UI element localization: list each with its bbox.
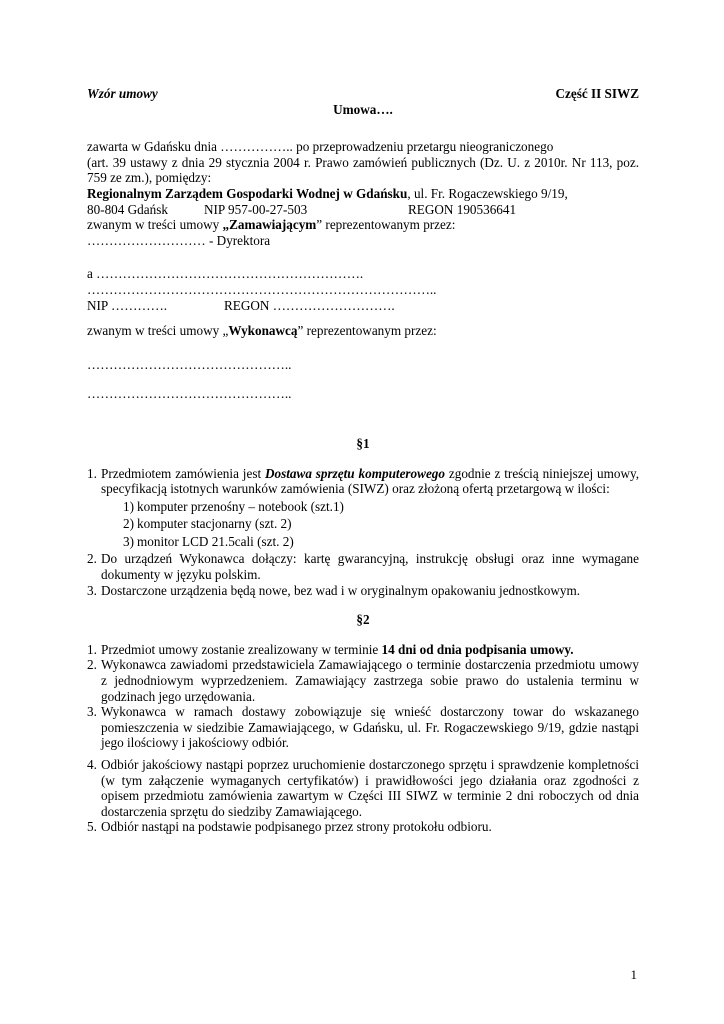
list-item: 3. Dostarczone urządzenia będą nowe, bez wad i w oryginalnym opakowaniu jednostkowym. [87,582,580,598]
legal-basis: (art. 39 ustawy z dnia 29 stycznia 2004 r. Prawo zamówień publicznych (Dz. U. z 2010r. Nr 113, poz. 759 ze zm.), pomiędzy: [87,154,639,186]
quantity-list [101,499,639,550]
list-item: 2. Do urządzeń Wykonawca dołączy: kartę gwarancyjną, instrukcję obsługi oraz inne wymagane dokumenty w języku polskim. [87,551,639,583]
contractor-name-line: a ……………………………………………………. [87,266,364,282]
list-item: 1. Przedmiotem zamówienia jest Dostawa sprzętu komputerowego zgodnie z treścią niniejszej umowy, specyfikacją istotnych warunków zamówienia (SIWZ) oraz złożoną ofertą przetargową w ilości: 1) komputer przenośny – notebook (szt.1) 2) komputer stacjonarny (szt. 2) 3) monitor LCD 21.5cali (szt. 2) [87,465,639,549]
section-2-heading: §2 [356,612,370,628]
contractor-rep-1: ……………………………………….. [87,356,292,372]
list-item: 5. Odbiór nastąpi na podstawie podpisanego przez strony protokołu odbioru. [87,819,492,835]
contract-title: Umowa…. [333,101,393,117]
contractor-role: zwanym w treści umowy „Wykonawcą” reprezentowanym przez: [87,323,437,339]
list-item: 2. Wykonawca zawiadomi przedstawiciela Zamawiającego o terminie dostarczenia przedmiotu umowy z jednodniowym wyprzedzeniem. Zamawiający zastrzega sobie prawo do ustalenia terminu w godzinach jego urzędowania. [87,657,639,704]
section-1-heading: §1 [356,435,370,451]
section-2-list [87,642,639,835]
doc-part-label: Część II SIWZ [555,86,639,101]
list-item: 3) monitor LCD 21.5cali (szt. 2) [123,533,294,549]
client-name: Regionalnym Zarządem Gospodarki Wodnej w Gdańsku, ul. Fr. Rogaczewskiego 9/19, [87,185,568,201]
client-director: ……………………… - Dyrektora [87,232,271,248]
list-item: 1) komputer przenośny – notebook (szt.1) [123,498,344,514]
client-role: zwanym w treści umowy „Zamawiającym” reprezentowanym przez: [87,217,456,233]
contract-intro-line: zawarta w Gdańsku dnia …………….. po przeprowadzeniu przetargu nieograniczonego [87,139,554,155]
client-address: 80-804 Gdańsk NIP 957-00-27-503 REGON 190536641 [87,201,517,217]
list-item: 3. Wykonawca w ramach dostawy zobowiązuje się wnieść dostarczony towar do wskazanego pomieszczenia w siedzibie Zamawiającego, w Gdańsku, ul. Fr. Rogaczewskiego 9/19, gdzie nastąpi jego ilościowy i jakościowy odbiór. [87,704,639,751]
list-item: 2) komputer stacjonarny (szt. 2) [123,516,292,532]
document-page [87,86,639,835]
contractor-address-line: …………………………………………………………………….. [87,281,437,297]
contractor-ids: NIP …………. REGON ………………………. [87,297,395,313]
list-item: 4. Odbiór jakościowy nastąpi poprzez uruchomienie dostarczonego sprzętu i sprawdzenie kompletności (w tym załączenie wymaganych certyfikatów) i prawidłowości jego działania oraz zgodności z opisem przedmiotu zamówienia zawartym w Części III SIWZ w terminie 2 dni roboczych od dnia dostarczenia sprzętu do siedziby Zamawiającego. [87,757,639,819]
section-1-list [87,466,639,599]
list-item: 1. Przedmiot umowy zostanie zrealizowany w terminie 14 dni od dnia podpisania umowy. [87,641,574,657]
page-number: 1 [630,967,637,982]
contractor-rep-2: ……………………………………….. [87,386,292,402]
header-row [87,86,639,102]
doc-type-label: Wzór umowy [87,86,158,101]
